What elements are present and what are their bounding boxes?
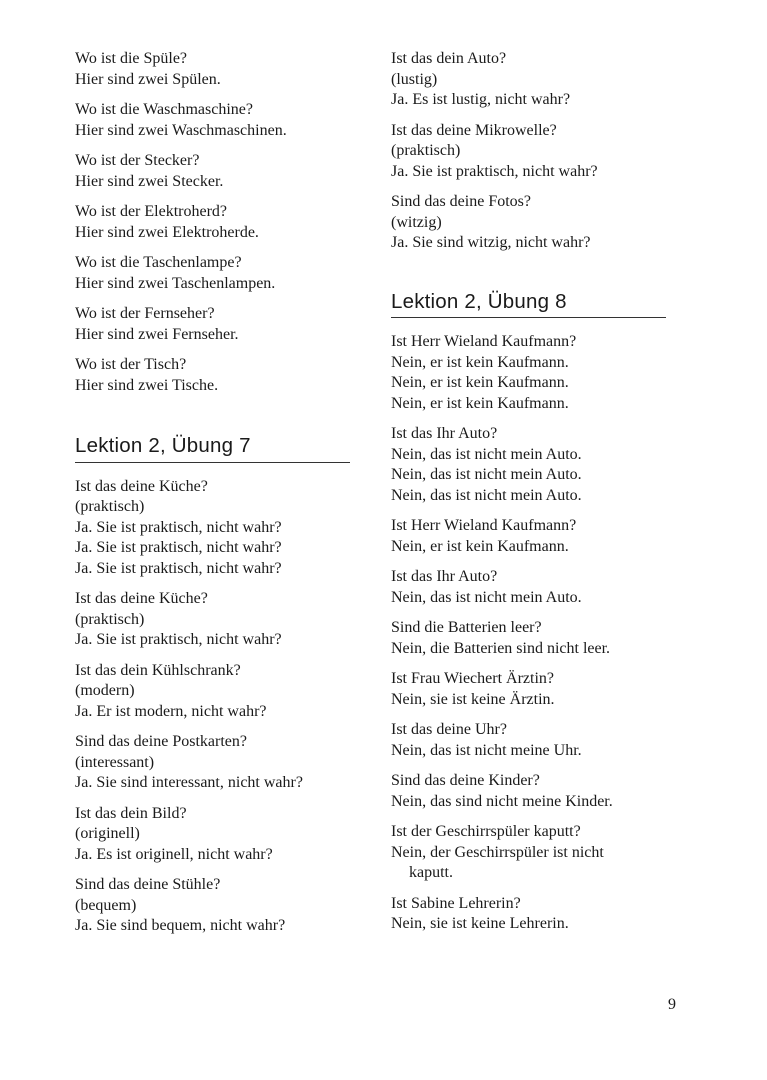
exercise-line: Ja. Sie sind interessant, nicht wahr? (75, 774, 303, 791)
left-column-content (75, 49, 350, 947)
exercise-line: (praktisch) (391, 142, 461, 159)
exercise-line: (modern) (75, 682, 135, 699)
exercise-line: Ja. Er ist modern, nicht wahr? (75, 702, 267, 720)
uebung-7-exercises (75, 477, 350, 937)
exercise-line: Ja. Sie ist praktisch, nicht wahr? (75, 518, 282, 536)
exercise-line: Nein, das ist nicht meine Uhr. (391, 741, 582, 759)
exercise-question: Wo ist die Spüle? (75, 50, 188, 67)
exercise-block (391, 822, 666, 884)
exercise-block (75, 304, 350, 345)
exercise-question: Sind die Batterien leer? (391, 619, 542, 636)
exercise-question: Ist Herr Wieland Kaufmann? (391, 333, 577, 350)
exercise-line: Nein, er ist kein Kaufmann. (391, 394, 569, 412)
right-intro-exercises (391, 49, 666, 254)
exercise-line: Hier sind zwei Fernseher. (75, 325, 239, 343)
exercise-line: Nein, das ist nicht mein Auto. (391, 486, 582, 504)
right-column-content (391, 49, 666, 945)
exercise-block (391, 669, 666, 710)
exercise-block (75, 355, 350, 396)
exercise-block (391, 49, 666, 111)
exercise-line: Nein, er ist kein Kaufmann. (391, 353, 569, 371)
exercise-block (75, 49, 350, 90)
exercise-question: Sind das deine Postkarten? (75, 733, 247, 750)
exercise-question: Wo ist die Waschmaschine? (75, 101, 253, 118)
exercise-line: Hier sind zwei Spülen. (75, 70, 221, 88)
exercise-question: Sind das deine Kinder? (391, 772, 540, 789)
exercise-question: Ist das deine Mikrowelle? (391, 121, 557, 139)
exercise-line: (witzig) (391, 213, 442, 231)
section-heading-uebung-7: Lektion 2, Übung 7 (75, 436, 350, 463)
exercise-line: Nein, der Geschirrspüler ist nicht (391, 843, 604, 861)
exercise-question: Ist Sabine Lehrerin? (391, 894, 521, 912)
exercise-block (75, 804, 350, 866)
exercise-line: Nein, das sind nicht meine Kinder. (391, 792, 613, 810)
exercise-question: Wo ist der Fernseher? (75, 305, 215, 322)
exercise-block (391, 424, 666, 506)
exercise-line: Nein, er ist kein Kaufmann. (391, 374, 569, 391)
exercise-block (391, 332, 666, 414)
exercise-line: Nein, das ist nicht mein Auto. (391, 445, 582, 463)
exercise-block (75, 732, 350, 794)
exercise-block (75, 100, 350, 141)
exercise-question: Wo ist der Tisch? (75, 356, 187, 373)
exercise-question: Ist das Ihr Auto? (391, 425, 498, 442)
exercise-line: Ja. Es ist lustig, nicht wahr? (391, 91, 571, 108)
exercise-line: Nein, er ist kein Kaufmann. (391, 537, 569, 555)
exercise-line: kaputt. (409, 864, 453, 881)
exercise-line: Ja. Sie sind bequem, nicht wahr? (75, 917, 286, 934)
exercise-line: Nein, sie ist keine Lehrerin. (391, 915, 569, 932)
exercise-question: Ist das dein Kühlschrank? (75, 661, 241, 679)
exercise-question: Ist Herr Wieland Kaufmann? (391, 517, 577, 534)
exercise-question: Ist das deine Küche? (75, 477, 208, 495)
exercise-question: Ist der Geschirrspüler kaputt? (391, 823, 581, 840)
exercise-block (75, 589, 350, 651)
exercise-line: (praktisch) (75, 498, 145, 515)
exercise-line: Hier sind zwei Taschenlampen. (75, 274, 276, 292)
exercise-block (75, 202, 350, 243)
exercise-line: Nein, das ist nicht mein Auto. (391, 588, 582, 606)
section-heading-uebung-8: Lektion 2, Übung 8 (391, 292, 666, 319)
exercise-line: Ja. Sie ist praktisch, nicht wahr? (75, 539, 282, 556)
exercise-block (391, 192, 666, 254)
exercise-line: Hier sind zwei Tische. (75, 376, 219, 394)
exercise-line: Nein, die Batterien sind nicht leer. (391, 639, 611, 657)
exercise-question: Ist das dein Auto? (391, 50, 507, 67)
exercise-block (75, 253, 350, 294)
uebung-8-exercises (391, 332, 666, 935)
exercise-question: Sind das deine Stühle? (75, 876, 221, 893)
exercise-line: Ja. Sie ist praktisch, nicht wahr? (75, 631, 282, 648)
exercise-question: Wo ist die Taschenlampe? (75, 254, 242, 271)
exercise-line: (praktisch) (75, 610, 145, 628)
exercise-line: Hier sind zwei Elektroherde. (75, 223, 259, 241)
exercise-question: Ist das dein Bild? (75, 804, 187, 822)
exercise-block (75, 661, 350, 723)
exercise-block (75, 875, 350, 937)
exercise-line: Nein, sie ist keine Ärztin. (391, 690, 555, 708)
exercise-line: Ja. Sie sind witzig, nicht wahr? (391, 234, 591, 251)
left-intro-exercises (75, 49, 350, 396)
exercise-line: Ja. Es ist originell, nicht wahr? (75, 845, 273, 863)
exercise-question: Wo ist der Elektroherd? (75, 203, 227, 220)
exercise-block (75, 477, 350, 580)
exercise-line: Nein, das ist nicht mein Auto. (391, 466, 582, 483)
exercise-question: Sind das deine Fotos? (391, 193, 531, 210)
exercise-block (75, 151, 350, 192)
exercise-block (391, 516, 666, 557)
exercise-block (391, 771, 666, 812)
exercise-block (391, 567, 666, 608)
exercise-line: Ja. Sie ist praktisch, nicht wahr? (391, 162, 598, 180)
exercise-block (391, 121, 666, 183)
exercise-question: Ist das deine Uhr? (391, 721, 507, 738)
page-number: 9 (668, 996, 676, 1013)
exercise-question: Ist das Ihr Auto? (391, 568, 498, 585)
exercise-line: (bequem) (75, 896, 137, 914)
exercise-block (391, 720, 666, 761)
exercise-line: Hier sind zwei Stecker. (75, 172, 224, 190)
exercise-line: Hier sind zwei Waschmaschinen. (75, 121, 287, 139)
exercise-line: (originell) (75, 825, 140, 842)
exercise-question: Ist Frau Wiechert Ärztin? (391, 670, 554, 687)
exercise-line: Ja. Sie ist praktisch, nicht wahr? (75, 559, 282, 577)
exercise-line: (interessant) (75, 753, 155, 771)
exercise-block (391, 618, 666, 659)
exercise-line: (lustig) (391, 70, 438, 88)
exercise-question: Ist das deine Küche? (75, 590, 208, 607)
exercise-question: Wo ist der Stecker? (75, 152, 200, 169)
exercise-block (391, 894, 666, 935)
